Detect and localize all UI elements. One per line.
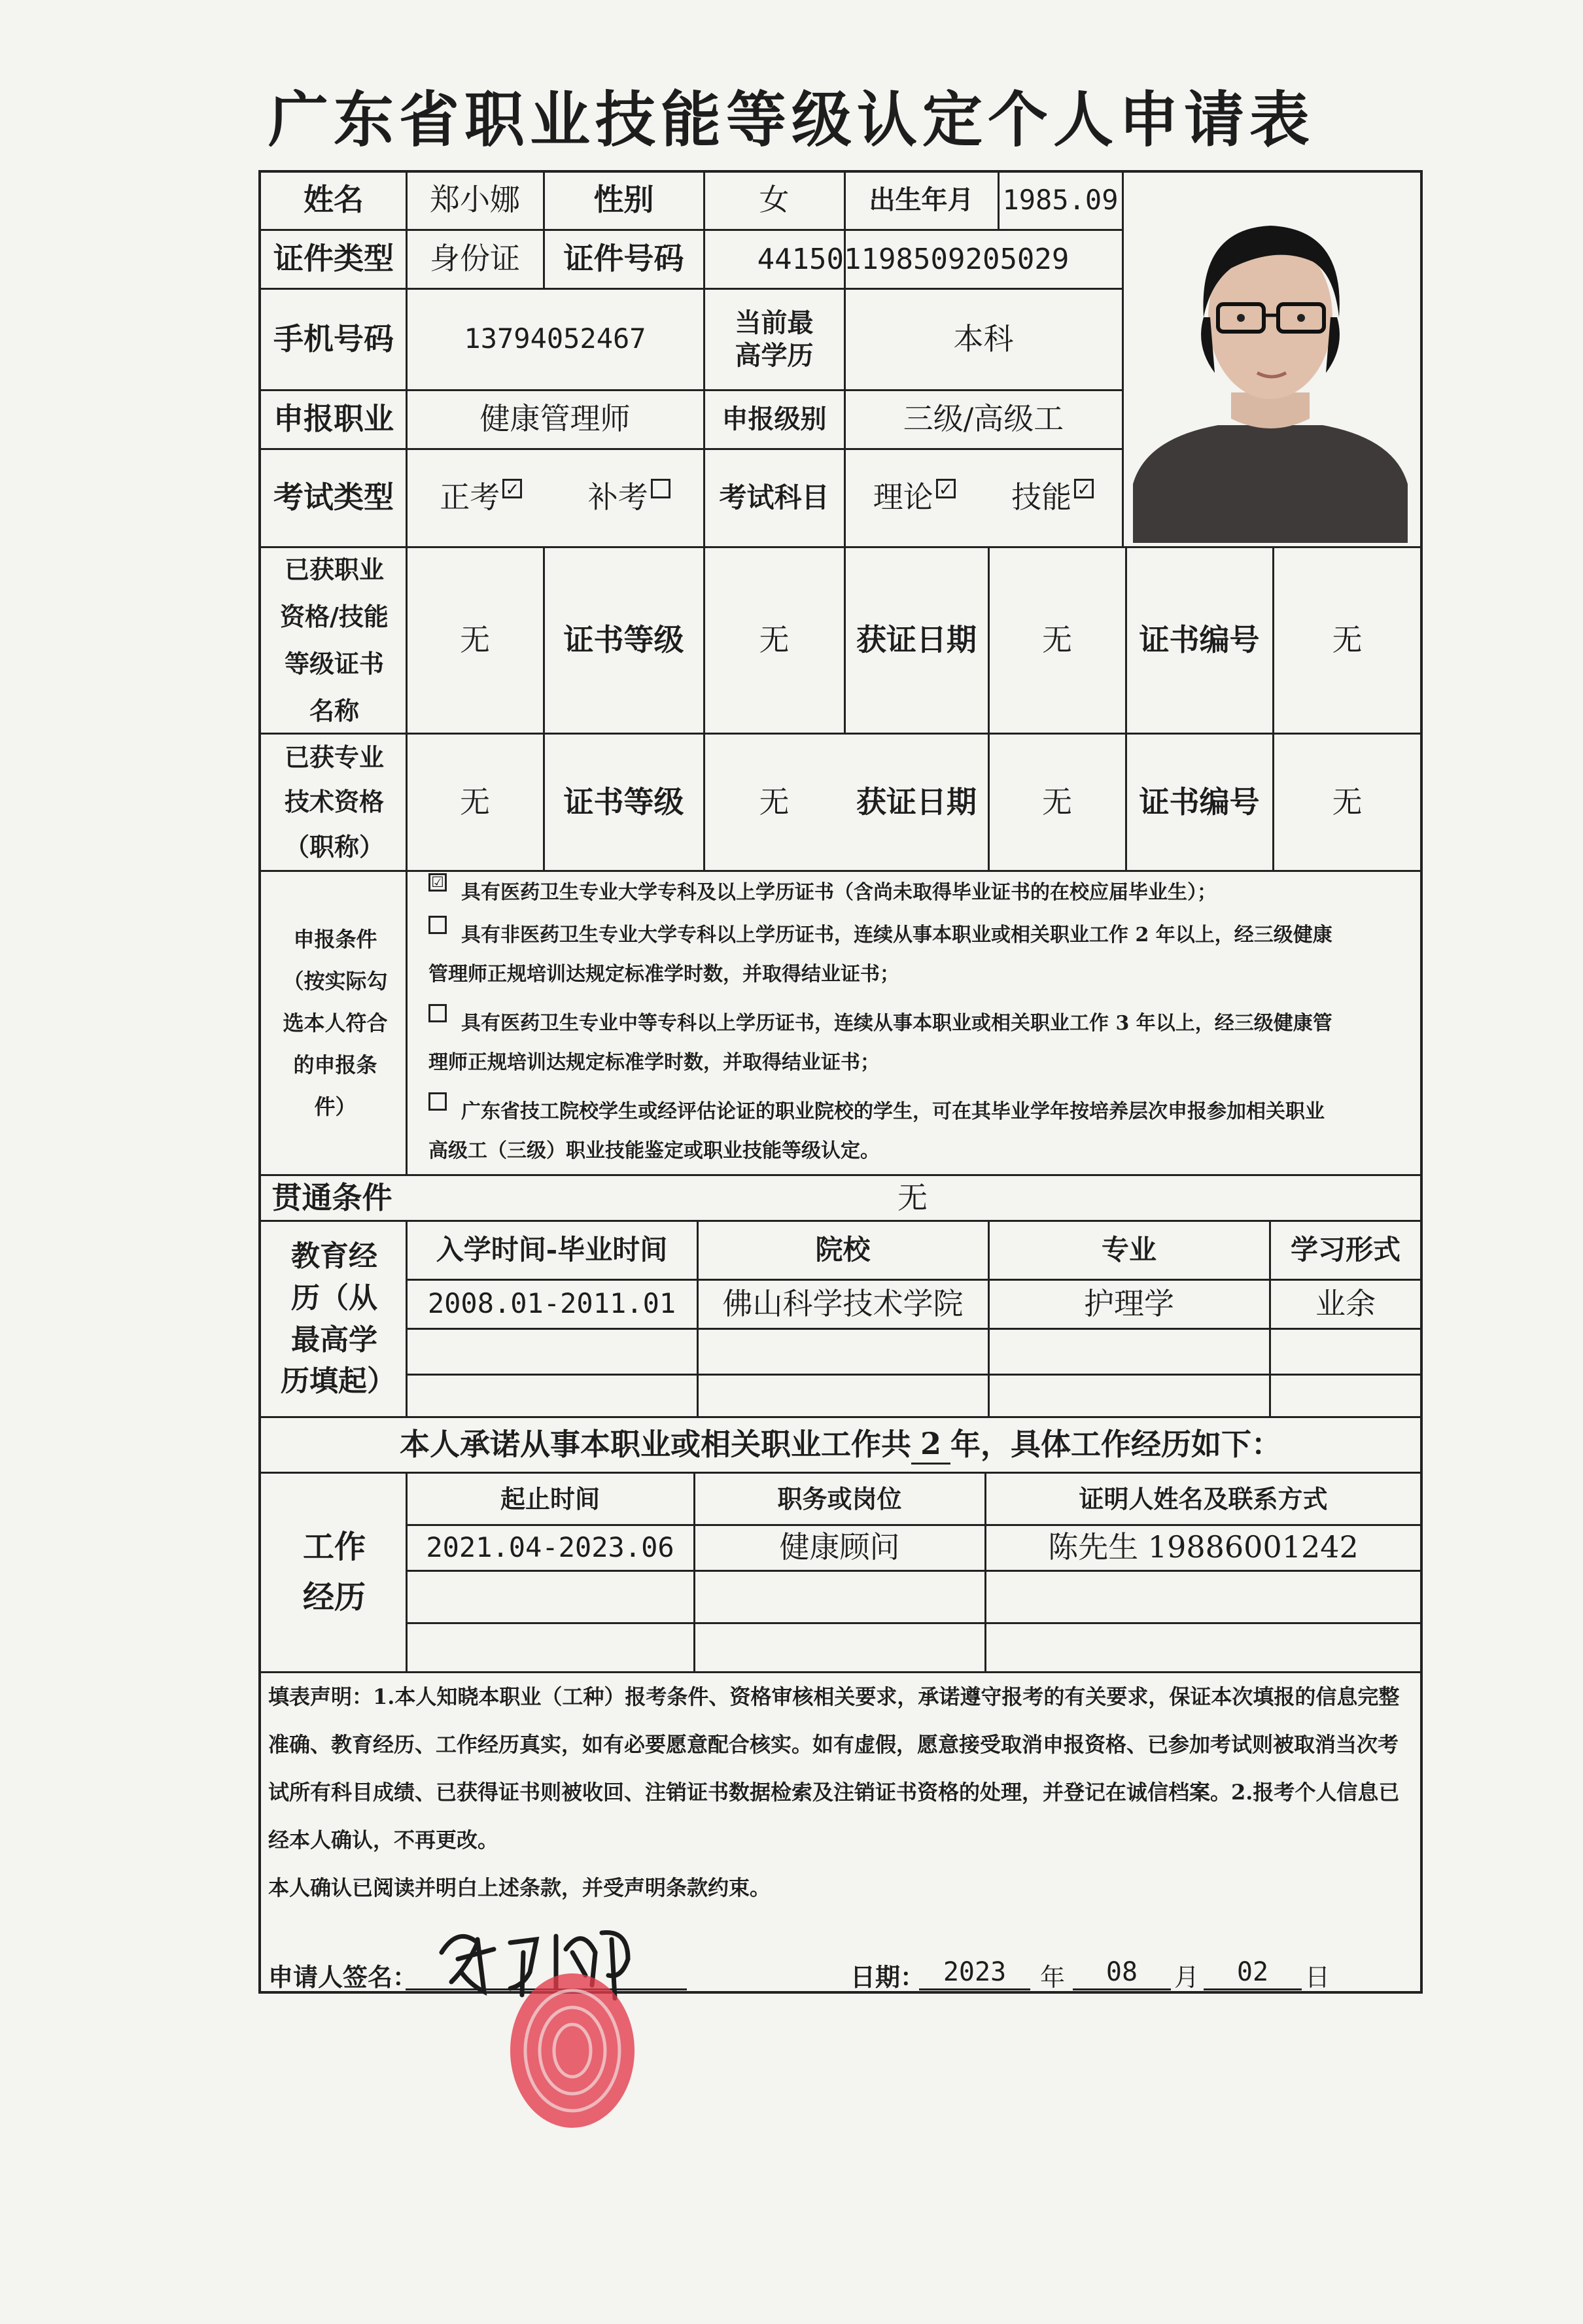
date-year: 2023	[943, 1957, 1007, 1987]
signature-label: 申请人签名：	[268, 1962, 418, 1992]
vocational-grade-value: 无	[759, 622, 790, 658]
professional-date-label: 获证日期	[856, 784, 977, 820]
education-label: 教育经历（从最高学历填起）	[281, 1239, 396, 1398]
work-row-post: 健康顾问	[779, 1529, 900, 1565]
level-label: 申报级别	[722, 404, 827, 434]
work-col-time: 起止时间	[500, 1483, 600, 1514]
id-type-label: 证件类型	[273, 241, 394, 277]
edu-label: 当前最高学历	[735, 307, 814, 371]
birth-label: 出生年月	[869, 184, 974, 215]
condition-item-2[interactable]: 具有非医药卫生专业大学专科以上学历证书，连续从事本职业或相关职业工作 2 年以上，经三级健康 管理师正规培训达规定标准学时数，并取得结业证书；	[428, 916, 1410, 994]
work-promise: 本人承诺从事本职业或相关职业工作共 2 年，具体工作经历如下：	[262, 1418, 1419, 1472]
date-label: 日期：	[850, 1962, 926, 1992]
professional-cert-label: 已获专业技术资格（职称）	[285, 742, 385, 861]
edu-value: 本科	[953, 321, 1014, 356]
through-value: 无	[897, 1179, 928, 1215]
exam-type-label: 考试类型	[273, 479, 394, 515]
condition-item-4[interactable]: 广东省技工院校学生或经评估论证的职业院校的学生，可在其毕业学年按培养层次申报参加相关职业 高级工（三级）职业技能鉴定或职业技能等级认定。	[428, 1092, 1410, 1171]
name-value: 郑小娜	[430, 182, 520, 218]
checkbox-empty-icon[interactable]	[428, 1092, 447, 1111]
vocational-no-label: 证书编号	[1139, 622, 1260, 658]
occupation-value: 健康管理师	[479, 401, 631, 437]
birth-value: 1985.09	[1002, 183, 1119, 216]
work-col-witness: 证明人姓名及联系方式	[1079, 1483, 1328, 1514]
edu-col-mode: 学习形式	[1290, 1234, 1400, 1266]
checkbox-checked-icon[interactable]: ✓	[502, 479, 522, 498]
occupation-label: 申报职业	[273, 401, 394, 437]
professional-grade-value: 无	[759, 784, 790, 820]
through-label: 贯通条件	[271, 1179, 392, 1215]
phone-label: 手机号码	[273, 321, 394, 356]
day-unit: 日	[1305, 1963, 1331, 1992]
checkbox-empty-icon[interactable]	[651, 479, 670, 498]
date-month: 08	[1105, 1957, 1138, 1987]
id-no-value: 441501198509205029	[757, 242, 1070, 276]
checkbox-checked-icon[interactable]: ✓	[936, 479, 956, 498]
declaration-text: 填表声明：1.本人知晓本职业（工种）报考条件、资格审核相关要求，承诺遵守报考的有关要求，保证本次填报的信息完整准确、教育经历、工作经历真实，如有必要愿意配合核实。如有虚假，愿意接受取消申报资格、已参加考试则被取消当次考试所有科目成绩、已获得证书则被收回、注销证书数据检索及注销证书资格的处理，并登记在诚信档案。2.报考个人信息已经本人确认，不再更改。	[268, 1684, 1400, 1852]
exam-type-options	[407, 449, 703, 546]
professional-no-value: 无	[1332, 784, 1363, 820]
subject-skill-option[interactable]: 技能 ✓	[1011, 479, 1094, 517]
declaration	[268, 1673, 1416, 1912]
professional-no-label: 证书编号	[1139, 784, 1260, 820]
form-title: 广东省职业技能等级认定个人申请表	[268, 84, 1315, 155]
conditions-label: 申报条件（按实际勾选本人符合的申报条件）	[283, 927, 388, 1119]
professional-grade-label: 证书等级	[563, 784, 684, 820]
exam-regular-option[interactable]: 正考 ✓	[440, 479, 522, 517]
vocational-grade-label: 证书等级	[563, 622, 684, 658]
vocational-cert-label: 已获职业资格/技能等级证书名称	[280, 554, 389, 726]
level-value: 三级/高级工	[903, 401, 1064, 437]
applicant-photo	[1126, 177, 1414, 543]
edu-col-major: 专业	[1101, 1234, 1157, 1266]
exam-makeup-option[interactable]: 补考	[588, 479, 670, 517]
vocational-cert-name: 无	[460, 622, 490, 658]
gender-label: 性别	[593, 182, 654, 218]
work-row-witness: 陈先生 19886001242	[1048, 1529, 1359, 1565]
declaration-confirm: 本人确认已阅读并明白上述条款，并受声明条款约束。	[268, 1875, 771, 1900]
subject-theory-option[interactable]: 理论 ✓	[873, 479, 956, 517]
vocational-date-value: 无	[1042, 622, 1072, 658]
checkbox-empty-icon[interactable]	[428, 1004, 447, 1022]
work-row-time: 2021.04-2023.06	[426, 1531, 674, 1563]
edu-row-school: 佛山科学技术学院	[722, 1285, 964, 1321]
condition-item-3[interactable]: 具有医药卫生专业中等专科以上学历证书，连续从事本职业或相关职业工作 3 年以上，经三级健康管 理师正规培训达规定标准学时数，并取得结业证书；	[428, 1004, 1410, 1083]
name-label: 姓名	[304, 182, 364, 218]
year-unit: 年	[1040, 1963, 1066, 1992]
vocational-date-label: 获证日期	[856, 622, 977, 658]
edu-row-major: 护理学	[1084, 1285, 1174, 1321]
subject-label: 考试科目	[719, 481, 829, 513]
edu-col-time: 入学时间-毕业时间	[436, 1234, 668, 1266]
subject-options	[845, 449, 1122, 546]
id-no-label: 证件号码	[563, 241, 684, 277]
work-label: 工作经历	[302, 1529, 366, 1616]
professional-date-value: 无	[1042, 784, 1072, 820]
edu-col-school: 院校	[815, 1234, 871, 1266]
professional-cert-name: 无	[460, 784, 490, 820]
checkbox-checked-icon[interactable]: ✓	[1074, 479, 1094, 498]
month-unit: 月	[1174, 1963, 1200, 1992]
vocational-no-value: 无	[1332, 622, 1363, 658]
phone-value: 13794052467	[464, 322, 646, 355]
fingerprint-mark	[504, 1969, 641, 2132]
work-col-post: 职务或岗位	[777, 1483, 902, 1514]
portrait-image	[1126, 177, 1414, 543]
gender-value: 女	[759, 182, 790, 218]
date-day: 02	[1236, 1957, 1269, 1987]
edu-row-time: 2008.01-2011.01	[427, 1287, 676, 1320]
id-type-value: 身份证	[430, 241, 520, 277]
checkbox-checked-icon[interactable]: ☑	[428, 873, 447, 892]
condition-item-1[interactable]: ☑ 具有医药卫生专业大学专科及以上学历证书（含尚未取得毕业证书的在校应届毕业生）；	[428, 873, 1410, 912]
edu-row-mode: 业余	[1315, 1285, 1376, 1321]
checkbox-empty-icon[interactable]	[428, 916, 447, 934]
